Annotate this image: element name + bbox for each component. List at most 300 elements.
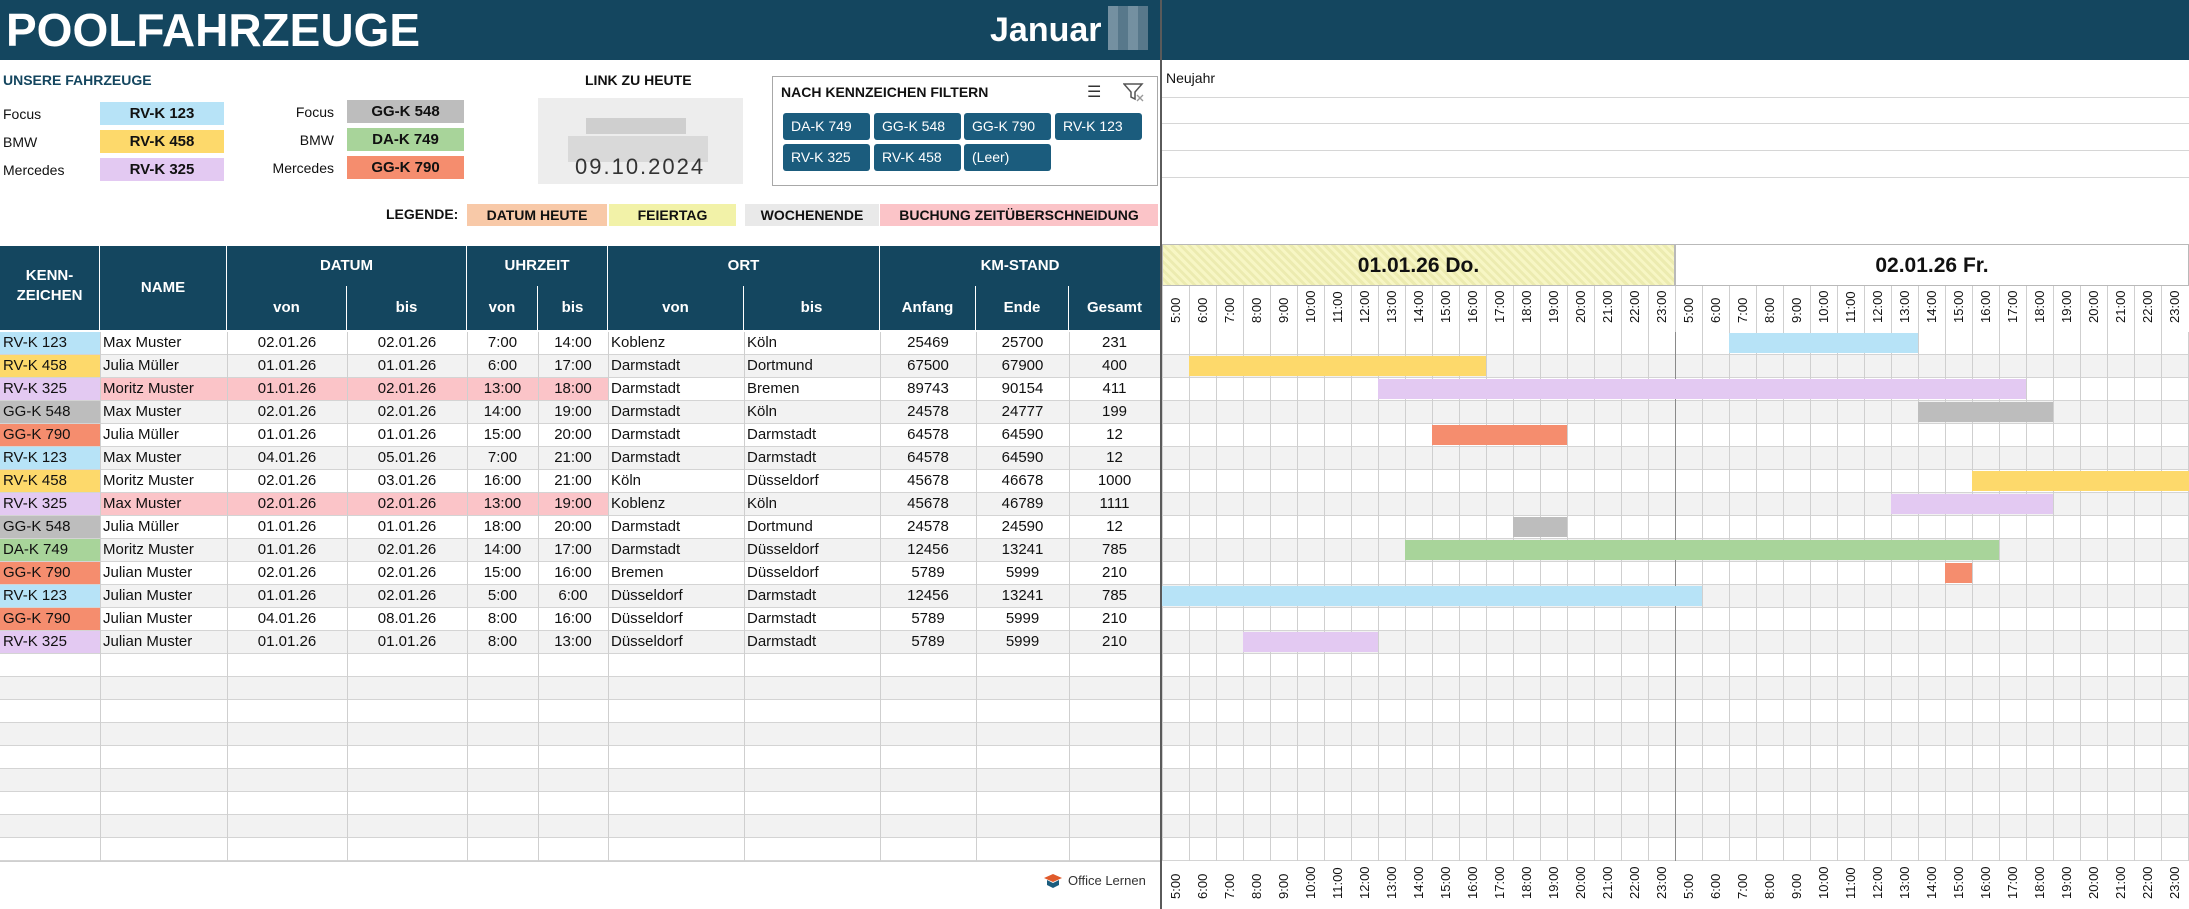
vehicle-plate-chip: RV-K 458 (100, 130, 224, 153)
gantt-hour-label: 10:00 (1816, 866, 1831, 899)
cell-ende[interactable]: 13241 (1001, 587, 1044, 604)
cell-dvon[interactable]: 01.01.26 (257, 541, 317, 558)
cell-ubis[interactable]: 19:00 (538, 493, 608, 515)
today-date: 09.10.2024 (575, 154, 706, 179)
cell-obis[interactable]: Darmstadt (747, 610, 817, 627)
cell-uvon[interactable]: 7:00 (487, 334, 518, 351)
table-row (0, 608, 1160, 631)
table-row (0, 401, 1160, 424)
cell-dbis[interactable]: 02.01.26 (377, 334, 437, 351)
cell-uvon[interactable]: 8:00 (487, 610, 518, 627)
cell-gesamt[interactable]: 1000 (1097, 472, 1132, 489)
cell-ubis[interactable]: 18:00 (538, 378, 608, 400)
gantt-hour-label: 10:00 (1303, 290, 1318, 323)
cell-gesamt[interactable]: 231 (1101, 334, 1128, 351)
empty-row (0, 746, 1160, 769)
cell-anfang[interactable]: 64578 (907, 449, 949, 466)
cell-ende[interactable]: 64590 (1001, 426, 1044, 443)
cell-dbis[interactable]: 03.01.26 (377, 472, 437, 489)
col-header-km: KM-STAND (880, 246, 1160, 286)
cell-obis[interactable]: Dortmund (747, 518, 813, 535)
cell-gesamt[interactable]: 12 (1106, 449, 1123, 466)
cell-plate[interactable]: RV-K 458 (0, 470, 100, 492)
grid-line (608, 332, 609, 861)
cell-ovon[interactable]: Bremen (611, 564, 664, 581)
cell-ovon[interactable]: Darmstadt (611, 357, 681, 374)
table-row (0, 539, 1160, 562)
cell-ovon[interactable]: Darmstadt (611, 380, 681, 397)
cell-plate[interactable]: GG-K 790 (0, 424, 100, 446)
cell-name[interactable]: Moritz Muster (103, 541, 194, 558)
gantt-hour-label: 20:00 (2086, 866, 2101, 899)
cell-name[interactable]: Moritz Muster (100, 378, 227, 400)
col-header-gesamt[interactable]: Gesamt (1069, 286, 1160, 330)
gantt-booking-bar[interactable] (1729, 333, 1918, 353)
cell-ubis[interactable]: 6:00 (558, 587, 588, 604)
gantt-hour-label: 8:00 (1762, 873, 1777, 899)
cell-name[interactable]: Max Muster (103, 449, 182, 466)
gantt-hour-label: 19:00 (2059, 866, 2074, 899)
cell-ovon[interactable]: Darmstadt (611, 426, 681, 443)
gantt-hour-label: 22:00 (2140, 290, 2155, 323)
gantt-hour-label: 14:00 (1411, 866, 1426, 899)
cell-dbis[interactable]: 02.01.26 (377, 541, 437, 558)
gantt-hour-label: 7:00 (1222, 873, 1237, 899)
gantt-grid-line (1729, 332, 1730, 861)
cell-anfang[interactable]: 25469 (907, 334, 949, 351)
cell-uvon[interactable]: 15:00 (483, 426, 522, 443)
gantt-hour-label: 12:00 (1870, 290, 1885, 323)
cell-name[interactable]: Julia Müller (103, 357, 179, 374)
cell-plate[interactable]: GG-K 790 (0, 562, 100, 584)
cell-obis[interactable]: Düsseldorf (747, 564, 819, 581)
gantt-hour-label: 14:00 (1411, 290, 1426, 323)
cell-anfang[interactable]: 5789 (911, 610, 945, 627)
table-row (0, 631, 1160, 654)
gantt-hour-label: 15:00 (1951, 290, 1966, 323)
col-header-ende[interactable]: Ende (976, 286, 1069, 330)
multi-select-icon[interactable]: ☰ (1087, 84, 1102, 101)
cell-dvon[interactable]: 04.01.26 (257, 610, 317, 627)
gantt-hour-label: 11:00 (1843, 867, 1858, 899)
vehicle-model-label: Mercedes (3, 162, 65, 178)
gantt-booking-bar[interactable] (1162, 586, 1702, 606)
gantt-hour-label: 9:00 (1789, 873, 1804, 899)
filter-button[interactable]: GG-K 790 (964, 113, 1051, 140)
gantt-hour-label: 13:00 (1897, 290, 1912, 323)
cell-ovon[interactable]: Düsseldorf (611, 587, 683, 604)
col-header-ort-von[interactable]: von (608, 286, 744, 330)
cell-dvon[interactable]: 01.01.26 (257, 357, 317, 374)
cell-anfang[interactable]: 45678 (907, 472, 949, 489)
cell-gesamt[interactable]: 400 (1101, 357, 1128, 374)
cell-plate[interactable]: RV-K 123 (0, 447, 100, 469)
filter-title: NACH KENNZEICHEN FILTERN (781, 84, 989, 100)
cell-obis[interactable]: Düsseldorf (747, 541, 819, 558)
cell-plate[interactable]: RV-K 325 (0, 631, 100, 653)
cell-ovon[interactable]: Darmstadt (611, 541, 681, 558)
cell-dbis[interactable]: 05.01.26 (377, 449, 437, 466)
cell-name[interactable]: Julian Muster (103, 610, 193, 627)
cell-dbis[interactable]: 02.01.26 (377, 587, 437, 604)
gantt-hour-label: 9:00 (1276, 297, 1291, 323)
clear-filter-icon[interactable] (1123, 82, 1145, 107)
col-header-ort-bis[interactable]: bis (744, 286, 880, 330)
gantt-hour-label: 18:00 (2032, 866, 2047, 899)
gantt-hour-label: 8:00 (1762, 297, 1777, 323)
cell-name[interactable]: Julian Muster (103, 587, 193, 604)
cell-dbis[interactable]: 02.01.26 (377, 564, 437, 581)
gantt-hour-label: 21:00 (1600, 866, 1615, 899)
grid-line (538, 332, 539, 861)
cell-anfang[interactable]: 12456 (907, 587, 949, 604)
gantt-hour-label: 7:00 (1222, 297, 1237, 323)
cell-dvon[interactable]: 01.01.26 (257, 518, 317, 535)
cell-dvon[interactable]: 04.01.26 (257, 449, 317, 466)
cell-gesamt[interactable]: 785 (1101, 541, 1128, 558)
grid-line (227, 332, 228, 861)
cell-uvon[interactable]: 18:00 (483, 518, 522, 535)
gantt-booking-bar[interactable] (1405, 540, 1999, 560)
col-header-kennzeichen[interactable]: KENN- ZEICHEN (0, 246, 100, 330)
cell-name[interactable]: Moritz Muster (103, 472, 194, 489)
gantt-hour-label: 12:00 (1870, 866, 1885, 899)
gantt-day-header-1: 01.01.26 Do. (1162, 244, 1675, 286)
cell-obis[interactable]: Darmstadt (747, 426, 817, 443)
cell-ovon[interactable]: Darmstadt (611, 518, 681, 535)
cell-gesamt[interactable]: 199 (1101, 403, 1128, 420)
cell-ubis[interactable]: 21:00 (554, 472, 592, 489)
cell-name[interactable]: Julia Müller (103, 426, 179, 443)
gantt-booking-bar[interactable] (1189, 356, 1486, 376)
cell-gesamt[interactable]: 210 (1101, 610, 1128, 627)
gantt-hour-label: 23:00 (1654, 866, 1669, 899)
gantt-hour-label: 18:00 (1519, 290, 1534, 323)
cell-ende[interactable]: 46678 (1001, 472, 1044, 489)
cell-anfang[interactable]: 64578 (907, 426, 949, 443)
cell-plate[interactable]: GG-K 548 (0, 516, 100, 538)
gantt-hour-label: 16:00 (1465, 290, 1480, 323)
gantt-hour-label: 20:00 (1573, 290, 1588, 323)
gantt-hour-label: 5:00 (1681, 297, 1696, 323)
cell-plate[interactable]: GG-K 790 (0, 608, 100, 630)
gantt-hour-label: 12:00 (1357, 290, 1372, 323)
gantt-hour-label: 21:00 (2113, 290, 2128, 323)
cell-dvon[interactable]: 02.01.26 (257, 403, 317, 420)
cell-ubis[interactable]: 16:00 (554, 610, 592, 627)
cell-ovon[interactable]: Köln (611, 472, 642, 489)
cell-ovon[interactable]: Koblenz (611, 334, 666, 351)
gantt-hour-label: 17:00 (2005, 290, 2020, 323)
cell-uvon[interactable]: 14:00 (483, 541, 522, 558)
gantt-hour-label: 22:00 (2140, 866, 2155, 899)
gantt-hour-label: 16:00 (1465, 866, 1480, 899)
cell-name[interactable]: Julian Muster (103, 633, 193, 650)
col-header-datum-von[interactable]: von (227, 286, 347, 330)
empty-row (0, 769, 1160, 792)
gantt-hour-label: 14:00 (1924, 290, 1939, 323)
vehicle-plate-chip: GG-K 548 (347, 100, 464, 123)
vehicle-plate-chip: RV-K 325 (100, 158, 224, 181)
cell-gesamt[interactable]: 12 (1106, 426, 1123, 443)
gantt-hour-label: 11:00 (1330, 291, 1345, 323)
gantt-hour-label: 15:00 (1438, 866, 1453, 899)
cell-obis[interactable]: Darmstadt (747, 587, 817, 604)
table-row (0, 332, 1160, 355)
cell-name[interactable]: Julia Müller (103, 518, 179, 535)
grid-line (1069, 332, 1070, 861)
cell-uvon[interactable]: 8:00 (487, 633, 518, 650)
legend-item: FEIERTAG (609, 204, 736, 226)
table-row (0, 493, 1160, 516)
gantt-booking-bar[interactable] (1891, 494, 2053, 514)
cell-obis[interactable]: Köln (747, 403, 778, 420)
cell-ende[interactable]: 24777 (1001, 403, 1044, 420)
cell-gesamt[interactable]: 411 (1102, 380, 1127, 397)
filter-button[interactable]: (Leer) (964, 144, 1051, 171)
vehicles-title: UNSERE FAHRZEUGE (3, 72, 152, 88)
col-header-datum: DATUM (227, 246, 467, 286)
cell-uvon[interactable]: 13:00 (467, 493, 538, 515)
col-header-name[interactable]: NAME (100, 246, 227, 330)
cell-plate[interactable]: RV-K 325 (0, 493, 100, 515)
gantt-hour-label: 8:00 (1249, 873, 1264, 899)
cell-dvon[interactable]: 02.01.26 (257, 334, 317, 351)
cell-gesamt[interactable]: 12 (1106, 518, 1123, 535)
vehicle-model-label: Focus (295, 104, 334, 120)
gantt-hour-label: 10:00 (1303, 866, 1318, 899)
cell-ubis[interactable]: 20:00 (554, 518, 592, 535)
cell-uvon[interactable]: 7:00 (487, 449, 518, 466)
month-spinner-icon[interactable] (1108, 6, 1148, 50)
cell-gesamt[interactable]: 1111 (1099, 495, 1130, 512)
cell-dbis[interactable]: 02.01.26 (347, 378, 467, 400)
cell-obis[interactable]: Darmstadt (747, 449, 817, 466)
gantt-hour-label: 7:00 (1735, 297, 1750, 323)
cell-ende[interactable]: 5999 (1005, 610, 1040, 627)
grid-line (744, 332, 745, 861)
empty-row (0, 723, 1160, 746)
gantt-booking-bar[interactable] (1513, 517, 1567, 537)
empty-row (0, 700, 1160, 723)
cell-dbis[interactable]: 02.01.26 (377, 403, 437, 420)
cell-ubis[interactable]: 21:00 (554, 449, 592, 466)
cell-dvon[interactable]: 01.01.26 (257, 587, 317, 604)
cell-gesamt[interactable]: 210 (1101, 633, 1128, 650)
gantt-hour-label: 23:00 (2167, 866, 2182, 899)
gantt-booking-bar[interactable] (1378, 379, 2026, 399)
legend-item: BUCHUNG ZEITÜBERSCHNEIDUNG (880, 204, 1158, 226)
cell-anfang[interactable]: 5789 (911, 564, 945, 581)
cell-plate[interactable]: DA-K 749 (0, 539, 100, 561)
table-row (0, 516, 1160, 539)
gantt-hour-label: 14:00 (1924, 866, 1939, 899)
gantt-grid-line (2080, 332, 2081, 861)
legend-label: LEGENDE: (386, 206, 459, 222)
gantt-hour-label: 17:00 (1492, 290, 1507, 323)
gantt-hour-label: 6:00 (1708, 873, 1723, 899)
filter-button[interactable]: RV-K 325 (783, 144, 870, 171)
table-row (0, 447, 1160, 470)
grid-line (467, 332, 468, 861)
blurred-region (586, 118, 686, 134)
vehicle-plate-chip: DA-K 749 (347, 128, 464, 151)
cell-ende[interactable]: 64590 (1001, 449, 1044, 466)
cell-ende[interactable]: 67900 (1001, 357, 1044, 374)
cell-dbis[interactable]: 08.01.26 (377, 610, 437, 627)
col-header-datum-bis[interactable]: bis (347, 286, 467, 330)
cell-dvon[interactable]: 01.01.26 (227, 378, 347, 400)
cell-anfang[interactable]: 12456 (907, 541, 949, 558)
grid-line (347, 332, 348, 861)
cell-dbis[interactable]: 01.01.26 (377, 633, 437, 650)
gantt-hour-label: 6:00 (1195, 297, 1210, 323)
cell-dvon[interactable]: 02.01.26 (227, 493, 347, 515)
gantt-hour-label: 13:00 (1384, 290, 1399, 323)
gantt-grid-line (1810, 332, 1811, 861)
cell-name[interactable]: Max Muster (103, 403, 182, 420)
gantt-hour-label: 23:00 (1654, 290, 1669, 323)
holiday-note: Neujahr (1166, 70, 1216, 86)
cell-ubis[interactable]: 17:00 (554, 541, 592, 558)
cell-ende[interactable]: 90154 (1001, 380, 1044, 397)
cell-ovon[interactable]: Darmstadt (611, 403, 681, 420)
gantt-hour-label: 5:00 (1168, 297, 1183, 323)
cell-dvon[interactable]: 01.01.26 (257, 426, 317, 443)
cell-ende[interactable]: 13241 (1001, 541, 1044, 558)
grid-line (100, 332, 101, 861)
gantt-hour-label: 23:00 (2167, 290, 2182, 323)
cell-obis[interactable]: Dortmund (747, 357, 813, 374)
gantt-hour-label: 20:00 (1573, 866, 1588, 899)
gantt-booking-bar[interactable] (1918, 402, 2053, 422)
cell-anfang[interactable]: 89743 (907, 380, 949, 397)
cell-plate[interactable]: RV-K 123 (0, 332, 100, 354)
gantt-hour-label: 18:00 (1519, 866, 1534, 899)
cell-ovon[interactable]: Düsseldorf (611, 633, 683, 650)
cell-uvon[interactable]: 15:00 (483, 564, 522, 581)
cell-anfang[interactable]: 45678 (907, 495, 949, 512)
cell-uvon[interactable]: 13:00 (467, 378, 538, 400)
gantt-grid-line (2161, 332, 2162, 861)
filter-button[interactable]: RV-K 458 (874, 144, 961, 171)
table-row (0, 585, 1160, 608)
cell-gesamt[interactable]: 785 (1101, 587, 1128, 604)
gantt-booking-bar[interactable] (1432, 425, 1567, 445)
gantt-hour-label: 19:00 (1546, 866, 1561, 899)
legend-item: DATUM HEUTE (467, 204, 607, 226)
cell-ende[interactable]: 5999 (1005, 633, 1040, 650)
gantt-hour-label: 15:00 (1951, 866, 1966, 899)
gantt-grid-line (1837, 332, 1838, 861)
gantt-hour-label: 18:00 (2032, 290, 2047, 323)
col-header-uhrzeit-von[interactable]: von (467, 286, 538, 330)
cell-plate[interactable]: GG-K 548 (0, 401, 100, 423)
cell-name[interactable]: Julian Muster (103, 564, 193, 581)
cell-anfang[interactable]: 24578 (907, 403, 949, 420)
cell-ovon[interactable]: Düsseldorf (611, 610, 683, 627)
filter-button[interactable]: RV-K 123 (1055, 113, 1142, 140)
gantt-booking-bar[interactable] (1945, 563, 1972, 583)
cell-dbis[interactable]: 01.01.26 (377, 426, 437, 443)
cell-obis[interactable]: Köln (747, 334, 778, 351)
cell-ende[interactable]: 5999 (1005, 564, 1040, 581)
cell-ende[interactable]: 24590 (1001, 518, 1044, 535)
cell-ovon[interactable]: Darmstadt (611, 449, 681, 466)
cell-ovon[interactable]: Koblenz (611, 495, 666, 512)
cell-ubis[interactable]: 19:00 (554, 403, 592, 420)
cell-obis[interactable]: Bremen (747, 380, 800, 397)
gantt-hour-label: 19:00 (2059, 290, 2074, 323)
cell-dbis[interactable]: 01.01.26 (377, 518, 437, 535)
cell-dvon[interactable]: 02.01.26 (257, 564, 317, 581)
gantt-hour-label: 22:00 (1627, 290, 1642, 323)
cell-dvon[interactable]: 02.01.26 (257, 472, 317, 489)
cell-plate[interactable]: RV-K 123 (0, 585, 100, 607)
page-title: POOLFAHRZEUGE (6, 4, 421, 56)
gantt-hour-label: 9:00 (1276, 873, 1291, 899)
cell-anfang[interactable]: 5789 (911, 633, 945, 650)
cell-uvon[interactable]: 14:00 (483, 403, 522, 420)
cell-name[interactable]: Max Muster (100, 493, 227, 515)
cell-uvon[interactable]: 16:00 (483, 472, 522, 489)
brand-name: Office Lernen (1068, 873, 1146, 888)
cell-anfang[interactable]: 67500 (907, 357, 949, 374)
vehicle-model-label: BMW (3, 134, 38, 150)
cell-plate[interactable]: RV-K 325 (0, 378, 100, 400)
gantt-hour-label: 20:00 (2086, 290, 2101, 323)
cell-ende[interactable]: 25700 (1001, 334, 1044, 351)
cell-dbis[interactable]: 01.01.26 (377, 357, 437, 374)
legend-item: WOCHENENDE (745, 204, 879, 226)
gantt-hour-label: 5:00 (1168, 873, 1183, 899)
gantt-booking-bar[interactable] (1243, 632, 1378, 652)
cell-obis[interactable]: Düsseldorf (747, 472, 819, 489)
filter-button[interactable]: DA-K 749 (783, 113, 870, 140)
cell-ende[interactable]: 46789 (1001, 495, 1044, 512)
gantt-grid-line (2107, 332, 2108, 861)
cell-ubis[interactable]: 20:00 (554, 426, 592, 443)
table-row (0, 355, 1160, 378)
cell-gesamt[interactable]: 210 (1101, 564, 1128, 581)
cell-obis[interactable]: Darmstadt (747, 633, 817, 650)
empty-row (0, 677, 1160, 700)
cell-dvon[interactable]: 01.01.26 (257, 633, 317, 650)
cell-anfang[interactable]: 24578 (907, 518, 949, 535)
col-header-anfang[interactable]: Anfang (880, 286, 976, 330)
cell-uvon[interactable]: 5:00 (487, 587, 518, 604)
filter-button[interactable]: GG-K 548 (874, 113, 961, 140)
plate-filter-slicer (772, 76, 1158, 186)
cell-name[interactable]: Max Muster (103, 334, 182, 351)
cell-uvon[interactable]: 6:00 (487, 357, 518, 374)
cell-ubis[interactable]: 14:00 (554, 334, 592, 351)
gantt-grid-line (1702, 332, 1703, 861)
cell-plate[interactable]: RV-K 458 (0, 355, 100, 377)
cell-ubis[interactable]: 13:00 (554, 633, 592, 650)
gantt-booking-bar[interactable] (1972, 471, 2189, 491)
cell-ubis[interactable]: 17:00 (554, 357, 592, 374)
gantt-hour-label: 22:00 (1627, 866, 1642, 899)
col-header-uhrzeit-bis[interactable]: bis (538, 286, 608, 330)
cell-ubis[interactable]: 16:00 (554, 564, 592, 581)
grid-line (880, 332, 881, 861)
month-label: Januar (990, 11, 1102, 49)
cell-obis[interactable]: Köln (747, 495, 778, 512)
empty-row (0, 815, 1160, 838)
grid-line (976, 332, 977, 861)
cell-dbis[interactable]: 02.01.26 (347, 493, 467, 515)
